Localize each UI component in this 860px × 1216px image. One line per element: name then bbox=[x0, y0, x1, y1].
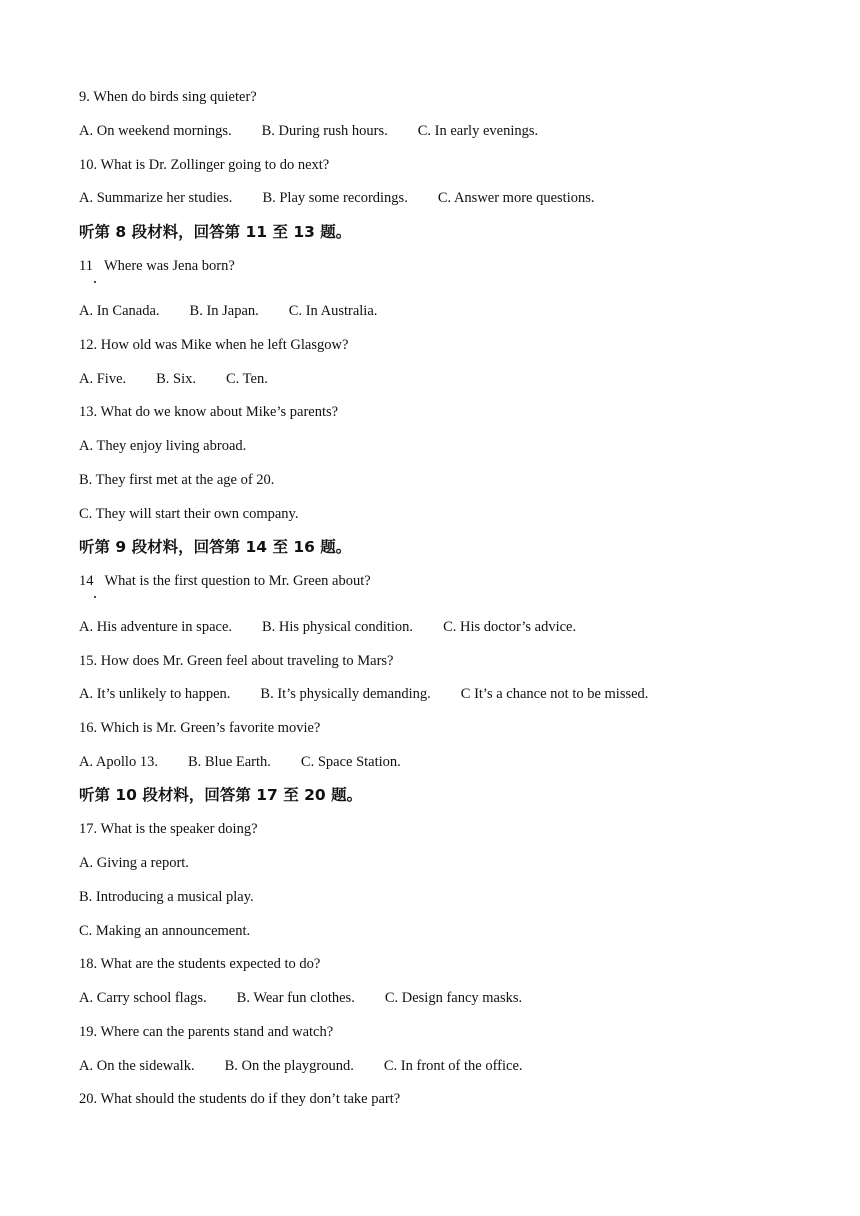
question-19-options bbox=[79, 1057, 523, 1075]
option-b: B. In Japan. bbox=[189, 303, 259, 319]
question-15-options bbox=[79, 685, 648, 703]
question-12: 12. How old was Mike when he left Glasgow? bbox=[79, 337, 349, 353]
section-heading-8: 听第 8 段材料，回答第 11 至 13 题。 bbox=[79, 223, 352, 241]
option-b: B. On the playground. bbox=[224, 1058, 354, 1074]
option-a: A. Apollo 13. bbox=[79, 754, 158, 770]
question-number: 14 bbox=[79, 573, 94, 589]
question-15: 15. How does Mr. Green feel about traveling to Mars? bbox=[79, 653, 394, 669]
question-14 bbox=[79, 572, 371, 590]
option-a: A. Summarize her studies. bbox=[79, 190, 233, 206]
question-18-options bbox=[79, 989, 522, 1007]
option-a: A. Five. bbox=[79, 371, 127, 387]
option-c: C. His doctor’s advice. bbox=[443, 619, 577, 635]
option-b: B. Play some recordings. bbox=[262, 190, 408, 206]
section-heading-9: 听第 9 段材料，回答第 14 至 16 题。 bbox=[79, 538, 352, 556]
question-9-options bbox=[79, 122, 538, 140]
question-13-option-b: B. They first met at the age of 20. bbox=[79, 472, 275, 488]
option-a: A. His adventure in space. bbox=[79, 619, 233, 635]
question-9: 9. When do birds sing quieter? bbox=[79, 89, 257, 105]
option-b: B. His physical condition. bbox=[262, 619, 414, 635]
section-heading-10: 听第 10 段材料，回答第 17 至 20 题。 bbox=[79, 786, 363, 804]
question-11-options bbox=[79, 302, 377, 320]
option-b: B. Wear fun clothes. bbox=[236, 990, 355, 1006]
question-10-options bbox=[79, 189, 595, 207]
option-c: C. In Australia. bbox=[288, 303, 378, 319]
option-c: C. Ten. bbox=[226, 371, 268, 387]
question-14-options bbox=[79, 618, 576, 636]
option-c: C. Space Station. bbox=[300, 754, 401, 770]
option-c: C. Answer more questions. bbox=[437, 190, 595, 206]
question-18: 18. What are the students expected to do? bbox=[79, 956, 321, 972]
question-16: 16. Which is Mr. Green’s favorite movie? bbox=[79, 720, 321, 736]
option-c: C. Design fancy masks. bbox=[384, 990, 523, 1006]
question-17-option-b: B. Introducing a musical play. bbox=[79, 889, 254, 905]
option-b: B. Six. bbox=[156, 371, 197, 387]
question-13: 13. What do we know about Mike’s parents? bbox=[79, 404, 339, 420]
question-13-option-c: C. They will start their own company. bbox=[79, 506, 299, 522]
option-a: A. On the sidewalk. bbox=[79, 1058, 195, 1074]
question-10: 10. What is Dr. Zollinger going to do next? bbox=[79, 157, 330, 173]
question-19: 19. Where can the parents stand and watch? bbox=[79, 1024, 334, 1040]
option-c: C. In front of the office. bbox=[383, 1058, 523, 1074]
stray-dot bbox=[94, 281, 96, 283]
question-12-options bbox=[79, 370, 268, 388]
option-a: A. Carry school flags. bbox=[79, 990, 207, 1006]
question-text: What is the first question to Mr. Green about? bbox=[104, 573, 371, 589]
question-text: Where was Jena born? bbox=[103, 258, 235, 274]
option-a: A. It’s unlikely to happen. bbox=[79, 686, 231, 702]
question-11 bbox=[79, 257, 235, 275]
stray-dot bbox=[94, 596, 96, 598]
option-a: A. In Canada. bbox=[79, 303, 160, 319]
option-b: B. It’s physically demanding. bbox=[260, 686, 431, 702]
question-20: 20. What should the students do if they don’t take part? bbox=[79, 1091, 401, 1107]
option-c: C. In early evenings. bbox=[417, 123, 539, 139]
question-17-option-c: C. Making an announcement. bbox=[79, 923, 251, 939]
question-16-options bbox=[79, 753, 401, 771]
option-b: B. Blue Earth. bbox=[187, 754, 271, 770]
question-13-option-a: A. They enjoy living abroad. bbox=[79, 438, 247, 454]
option-b: B. During rush hours. bbox=[261, 123, 388, 139]
option-c: C It’s a chance not to be missed. bbox=[460, 686, 649, 702]
option-a: A. On weekend mornings. bbox=[79, 123, 232, 139]
question-number: 11 bbox=[79, 258, 93, 274]
question-17-option-a: A. Giving a report. bbox=[79, 855, 189, 871]
question-17: 17. What is the speaker doing? bbox=[79, 821, 258, 837]
